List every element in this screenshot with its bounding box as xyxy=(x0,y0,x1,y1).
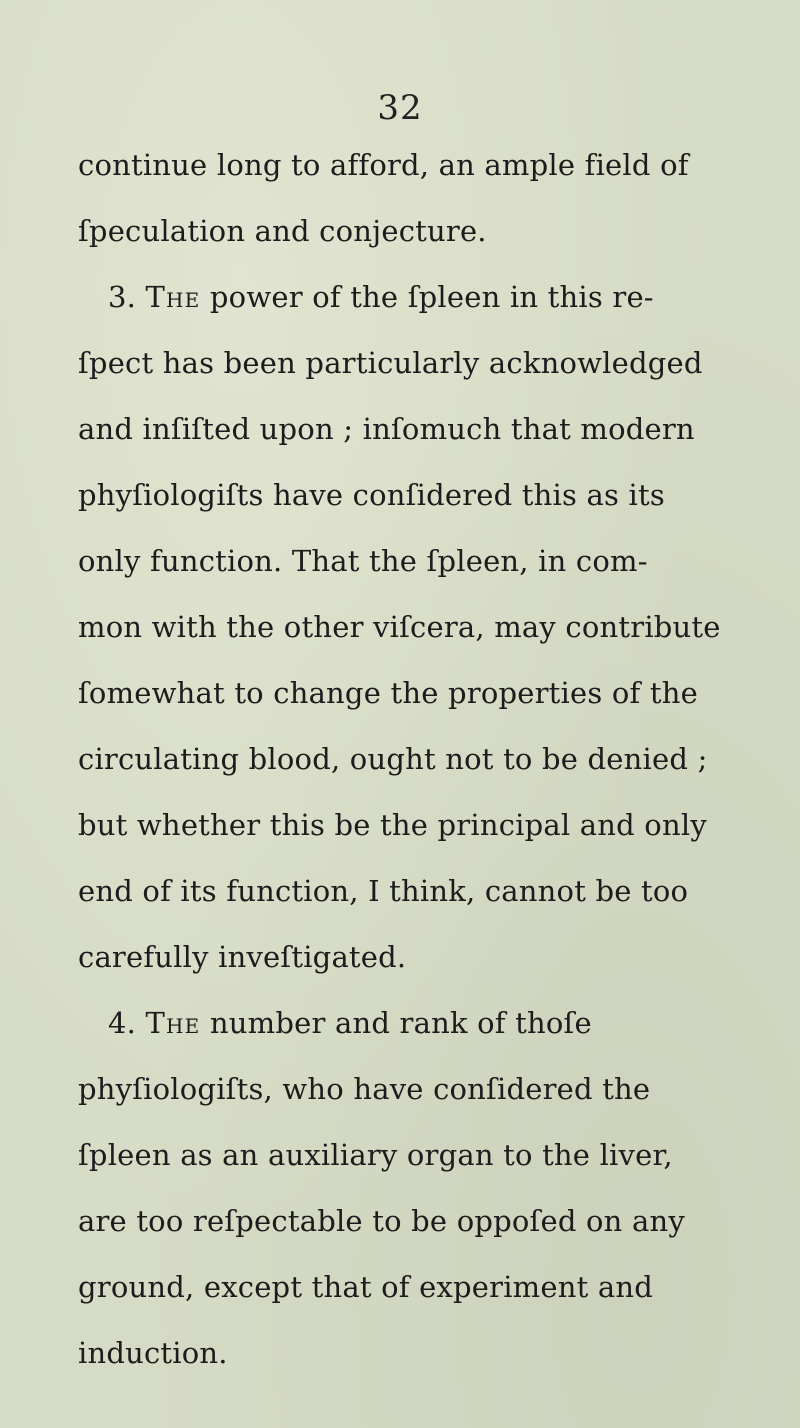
page-number: 32 xyxy=(377,88,423,128)
text-line-5: and inſiſted upon ; inſomuch that modern xyxy=(78,412,695,446)
text-line-14-rest: number and rank of thoſe xyxy=(200,1006,592,1040)
text-line-8: mon with the other viſcera, may contribute xyxy=(78,610,721,644)
text-line-13: carefully inveſtigated. xyxy=(78,940,407,974)
text-line-14 xyxy=(108,1006,748,1040)
text-line-10: circulating blood, ought not to be denied ; xyxy=(78,742,708,776)
text-line-16: ſpleen as an auxiliary organ to the liver, xyxy=(78,1138,673,1172)
section-lead-word: The xyxy=(145,1006,201,1040)
text-line-9: ſomewhat to change the properties of the xyxy=(78,676,698,710)
text-line-4: ſpect has been particularly acknowledged xyxy=(78,346,703,380)
section-number: 3. xyxy=(108,280,146,314)
text-line-15: phyſiologiſts, who have conſidered the xyxy=(78,1072,651,1106)
text-line-3 xyxy=(108,280,748,314)
text-line-6: phyſiologiſts have conſidered this as its xyxy=(78,478,665,512)
section-number: 4. xyxy=(108,1006,146,1040)
section-lead-word: The xyxy=(145,280,201,314)
text-line-12: end of its function, I think, cannot be too xyxy=(78,874,689,908)
text-line-17: are too reſpectable to be oppoſed on any xyxy=(78,1204,685,1238)
text-line-3-rest: power of the ſpleen in this re- xyxy=(200,280,654,314)
text-line-1: continue long to afford, an ample field of xyxy=(78,148,689,182)
text-line-2: ſpeculation and conjecture. xyxy=(78,214,487,248)
text-line-18: ground, except that of experiment and xyxy=(78,1270,654,1304)
text-line-11: but whether this be the principal and only xyxy=(78,808,707,842)
text-line-19: induction. xyxy=(78,1336,228,1370)
text-line-7: only function. That the ſpleen, in com- xyxy=(78,544,648,578)
